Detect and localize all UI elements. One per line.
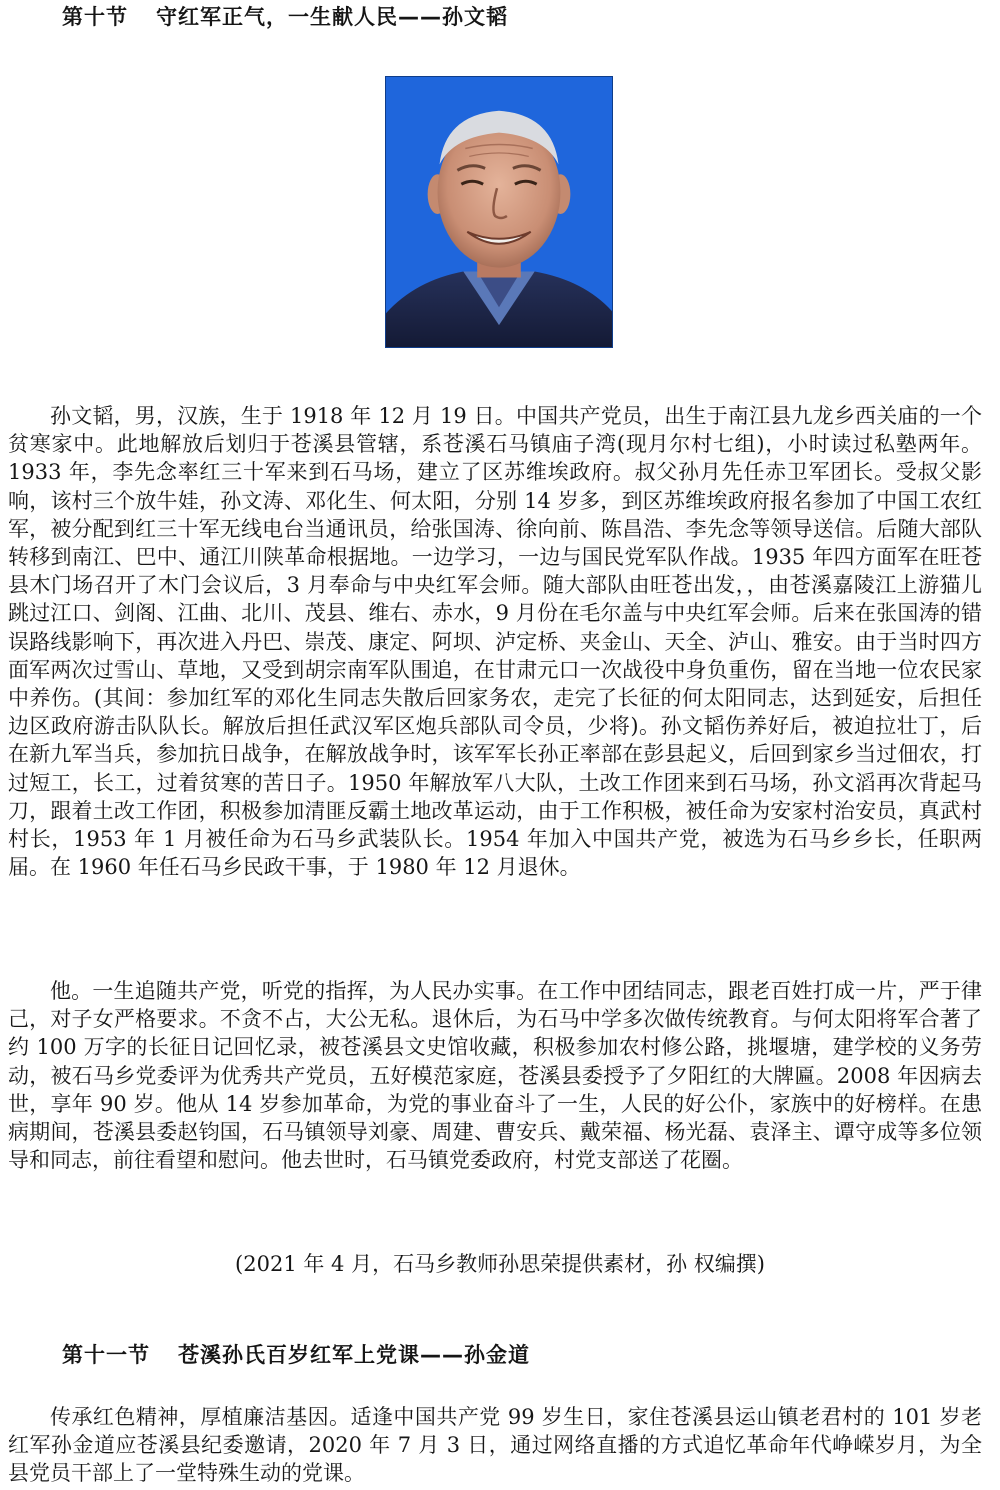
section-title: 苍溪孙氏百岁红军上党课——孙金道 [178,1343,530,1367]
section-number: 第十节 [62,5,128,29]
section-number: 第十一节 [62,1343,150,1367]
source-credit: (2021 年 4 月，石马乡教师孙思荣提供素材，孙 权编撰) [235,1252,765,1276]
section-heading [62,2,508,32]
body-paragraph: 孙文韬，男，汉族，生于 1918 年 12 月 19 日。中国共产党员，出生于南江县九龙乡西关庙的一个贫寒家中。此地解放后划归于苍溪县管辖，系苍溪石马镇庙子湾(现月尔村七组)，小时读过私塾两年。1933 年，李先念率红三十军来到石马场，建立了区苏维埃政府。叔父孙月先任赤卫军团长。受叔父影响，该村三个放牛娃，孙文涛、邓化生、何太阳，分别 14 岁多，到区苏维埃政府报名参加了中国工农红军，被分配到红三十军无线电台当通讯员，给张国涛、徐向前、陈昌浩、李先念等领导送信。后随大部队转移到南江、巴中、通江川陕革命根据地。一边学习，一边与国民党军队作战。1935 年四方面军在旺苍县木门场召开了木门会议后，3 月奉命与中央红军会师。随大部队由旺苍出发，，由苍溪嘉陵江上游猫儿跳过江口、剑阁、江曲、北川、茂县、维右、赤水，9 月份在毛尔盖与中央红军会师。后来在张国涛的错误路线影响下，再次进入丹巴、崇茂、康定、阿坝、泸定桥、夹金山、天全、泸山、雅安。由于当时四方面军两次过雪山、草地，又受到胡宗南军队围追，在甘肃元口一次战役中身负重伤，留在当地一位农民家中养伤。(其间：参加红军的邓化生同志失散后回家务农，走完了长征的何太阳同志，达到延安，后担任边区政府游击队队长。解放后担任武汉军区炮兵部队司令员，少将)。孙文韬伤养好后，被迫拉壮丁，后在新九军当兵，参加抗日战争，在解放战争时，该军军长孙正率部在彭县起义，后回到家乡当过佃农，打过短工，长工，过着贫寒的苦日子。1950 年解放军八大队，土改工作团来到石马场，孙文滔再次背起马刀，跟着土改工作团，积极参加清匪反霸土地改革运动，由于工作积极，被任命为安家村治安员，真武村村长，1953 年 1 月被任命为石马乡武装队长。1954 年加入中国共产党，被选为石马乡乡长，任职两届。在 1960 年任石马乡民政干事，于 1980 年 12 月退休。 [8,404,982,880]
portrait-photo [385,76,613,348]
body-paragraph: 他。一生追随共产党，听党的指挥，为人民办实事。在工作中团结同志，跟老百姓打成一片，严于律己，对子女严格要求。不贪不占，大公无私。退休后，为石马中学多次做传统教育。与何太阳将军合著了约 100 万字的长征日记回忆录，被苍溪县文史馆收藏，积极参加农村修公路，挑堰塘，建学校的义务劳动，被石马乡党委评为优秀共产党员，五好模范家庭，苍溪县委授予了夕阳红的大牌匾。2008 年因病去世，享年 90 岁。他从 14 岁参加革命，为党的事业奋斗了一生，人民的好公仆，家族中的好榜样。在患病期间，苍溪县委赵钧国，石马镇领导刘豪、周建、曹安兵、戴荣福、杨光磊、袁泽主、谭守成等多位领导和同志，前往看望和慰问。他去世时，石马镇党委政府，村党支部送了花圈。 [8,979,982,1173]
section-title: 守红军正气，一生献人民——孙文韬 [156,5,508,29]
body-paragraph: 传承红色精神，厚植廉洁基因。适逢中国共产党 99 岁生日，家住苍溪县运山镇老君村的 101 岁老红军孙金道应苍溪县纪委邀请，2020 年 7 月 3 日，通过网络直播的方式追忆革命年代峥嵘岁月，为全县党员干部上了一堂特殊生动的党课。 [8,1405,982,1486]
section-heading [62,1340,530,1370]
portrait-illustration [386,77,612,347]
